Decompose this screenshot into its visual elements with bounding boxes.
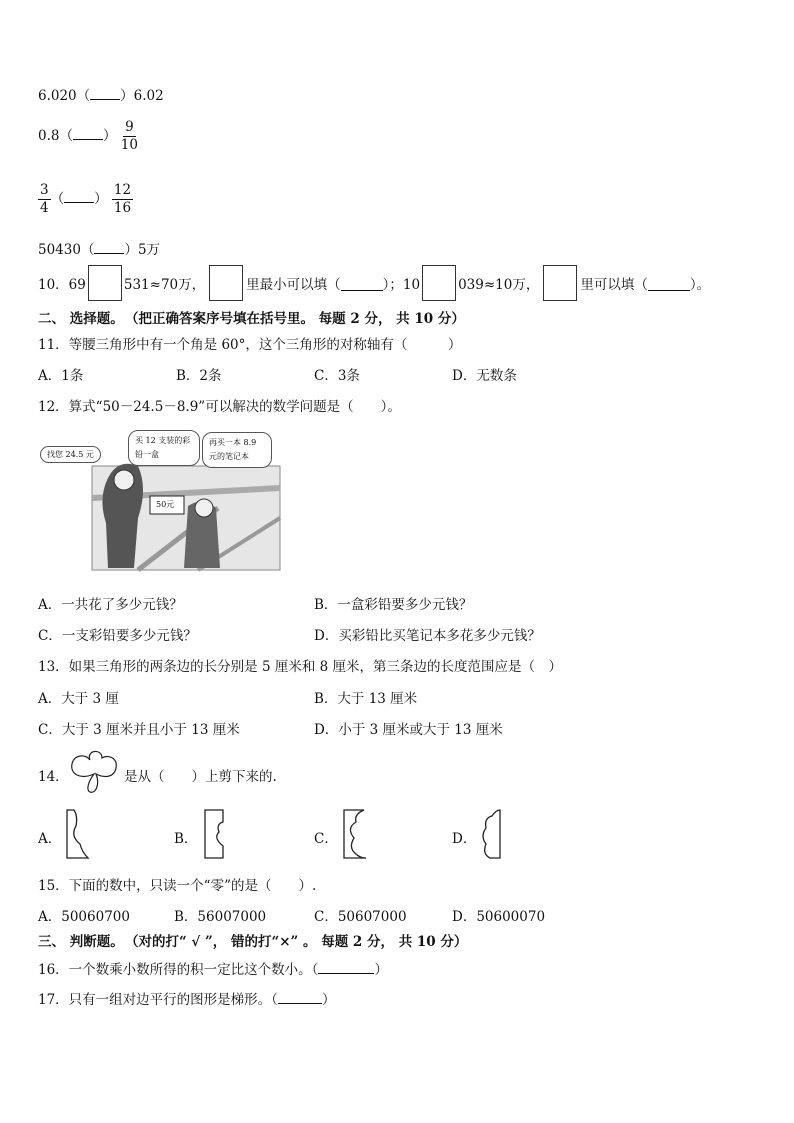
- section-heading: 三、 判断题。 （对的打“ √ ”， 错的打“×” 。 每题 2 分， 共 10 分）: [38, 934, 468, 950]
- digit-box-label: [209, 265, 243, 301]
- answer-blank[interactable]: [73, 125, 103, 140]
- option-c[interactable]: C．3条: [314, 368, 360, 384]
- digit-box[interactable]: [422, 265, 456, 301]
- option-c[interactable]: C．50607000: [314, 909, 407, 925]
- question-14-number: 14．: [38, 769, 69, 785]
- comparison-left: 50430: [38, 242, 81, 258]
- comparison-2: 0.8（ ） $\frac{9}{10}$: [38, 119, 138, 153]
- digit-box[interactable]: [88, 265, 122, 301]
- question-15: 15．下面的数中，只读一个“零”的是（ ）.: [38, 878, 317, 894]
- option-d[interactable]: D．小于 3 厘米或大于 13 厘米: [314, 722, 503, 738]
- option-a[interactable]: A．50060700: [38, 909, 130, 925]
- question-14: 是从（ ）上剪下来的.: [124, 769, 277, 785]
- cut-paper-d-icon[interactable]: [478, 808, 508, 860]
- option-a[interactable]: A．: [38, 831, 62, 847]
- option-b[interactable]: B．2条: [176, 368, 222, 384]
- option-d[interactable]: D．: [452, 831, 477, 847]
- question-17: 17．只有一组对边平行的图形是梯形。（ ）: [38, 988, 335, 1008]
- speech-bubble: 找您 24.5 元: [40, 446, 101, 463]
- option-b[interactable]: B．大于 13 厘米: [314, 691, 418, 707]
- comparison-left: 0.8: [38, 128, 60, 144]
- question-16: 16．一个数乘小数所得的积一定比这个数小。（ ）: [38, 958, 388, 978]
- option-a[interactable]: A．大于 3 厘: [38, 691, 119, 707]
- comparison-right: 5万: [137, 242, 161, 258]
- question-12: 12．算式“50－24.5－8.9”可以解决的数学问题是（ ）。: [38, 399, 401, 415]
- price-sign: 50元: [156, 500, 175, 509]
- fraction: $\frac{9}{10}$: [120, 119, 138, 153]
- comparison-4: 50430（ ）5万: [38, 238, 160, 258]
- comparison-right: 6.02: [133, 88, 164, 104]
- answer-blank[interactable]: [278, 989, 322, 1004]
- option-d[interactable]: D．无数条: [452, 368, 517, 384]
- comparison-1: 6.020（ ）6.02: [38, 84, 164, 104]
- option-c[interactable]: C．一支彩铅要多少元钱？: [38, 628, 197, 644]
- option-c[interactable]: C．大于 3 厘米并且小于 13 厘米: [38, 722, 240, 738]
- option-d[interactable]: D．50600070: [452, 909, 546, 925]
- answer-blank[interactable]: [318, 959, 374, 974]
- question-10: 10．69 531≈70万， 里最小可以填（ ）；10 039≈10万， 里可以填（ ）。: [38, 265, 710, 301]
- option-b[interactable]: B．一盒彩铅要多少元钱？: [314, 597, 473, 613]
- option-d[interactable]: D．买彩铅比买笔记本多花多少元钱？: [314, 628, 541, 644]
- speech-bubble: 买 12 支装的彩铅一盒: [128, 430, 200, 466]
- comparison-left: 6.020: [38, 88, 77, 104]
- section-heading: 二、 选择题。 （把正确答案序号填在括号里。 每题 2 分， 共 10 分）: [38, 311, 465, 327]
- cut-paper-b-icon[interactable]: [201, 808, 231, 860]
- answer-blank[interactable]: [90, 85, 120, 100]
- answer-blank[interactable]: [64, 188, 94, 203]
- option-a[interactable]: A．一共花了多少元钱？: [38, 597, 183, 613]
- speech-bubble: 再买一本 8.9 元的笔记本: [202, 432, 272, 468]
- option-c[interactable]: C．: [314, 831, 338, 847]
- comparison-3: $\frac{3}{4}$ （ ） $\frac{12}{16}$: [40, 182, 132, 216]
- cut-paper-c-icon[interactable]: [340, 808, 370, 860]
- answer-blank[interactable]: [341, 276, 383, 291]
- cut-paper-a-icon[interactable]: [62, 808, 92, 860]
- answer-blank[interactable]: [94, 239, 124, 254]
- shopping-illustration: [38, 428, 288, 573]
- fraction: $\frac{12}{16}$: [113, 182, 132, 216]
- option-b[interactable]: B．: [174, 831, 198, 847]
- option-a[interactable]: A．1条: [38, 368, 84, 384]
- option-b[interactable]: B．56007000: [174, 909, 267, 925]
- question-13: 13．如果三角形的两条边的长分别是 5 厘米和 8 厘米，第三条边的长度范围应是（ ）: [38, 659, 563, 675]
- clover-shape-icon: [66, 746, 122, 798]
- fraction: $\frac{3}{4}$: [40, 182, 49, 216]
- digit-box-label: [543, 265, 577, 301]
- answer-blank[interactable]: [648, 276, 690, 291]
- question-11: 11．等腰三角形中有一个角是 60°，这个三角形的对称轴有（ ）: [38, 337, 462, 353]
